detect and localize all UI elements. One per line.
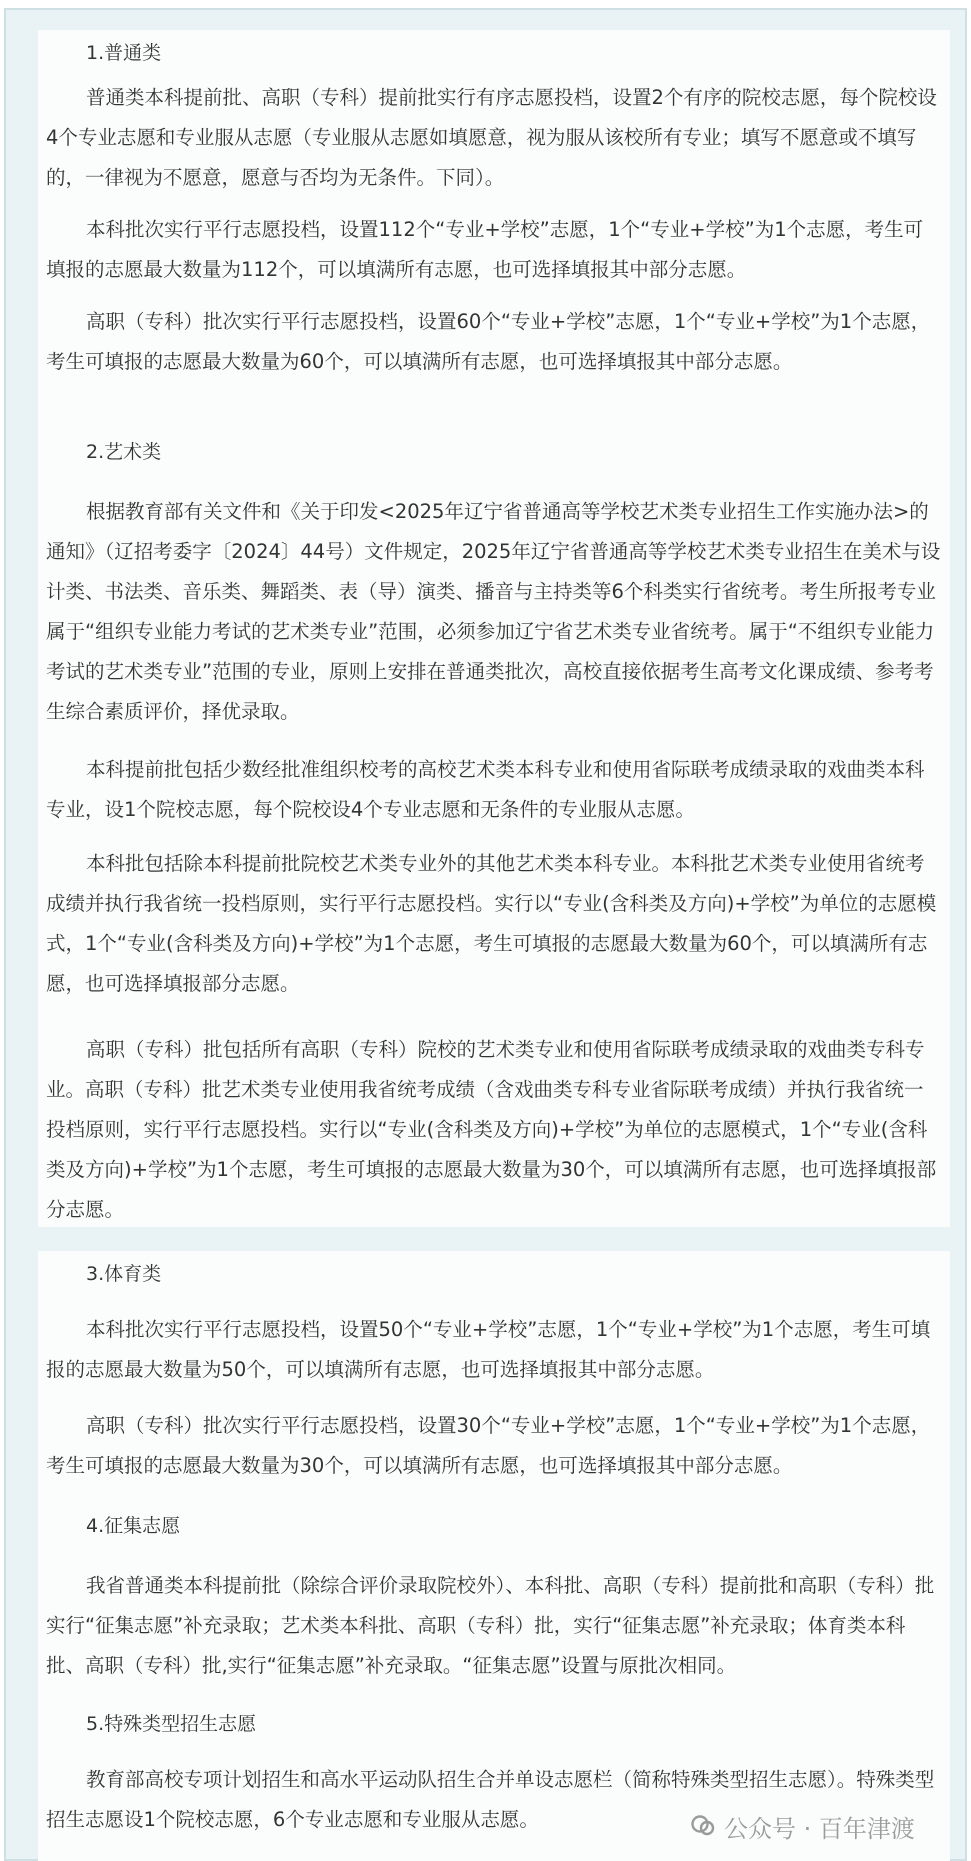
watermark — [690, 1808, 915, 1844]
paragraph-supplementary: 我省普通类本科提前批（除综合评价录取院校外）、本科批、高职（专科）提前批和高职（专科）批实行“征集志愿”补充录取；艺术类本科批、高职（专科）批，实行“征集志愿”补充录取；体育类本科批、高职（专科）批,实行“征集志愿”补充录取。“征集志愿”设置与原批次相同。 — [46, 1574, 935, 1677]
paragraph-general-undergrad: 本科批次实行平行志愿投档，设置112个“专业+学校”志愿，1个“专业+学校”为1个志愿，考生可填报的志愿最大数量为112个，可以填满所有志愿，也可选择填报其中部分志愿。 — [46, 218, 924, 281]
paragraph-sports-vocational: 高职（专科）批次实行平行志愿投档，设置30个“专业+学校”志愿，1个“专业+学校”为1个志愿，考生可填报的志愿最大数量为30个，可以填满所有志愿，也可选择填报其中部分志愿。 — [46, 1414, 931, 1477]
paragraph-arts-undergrad: 本科批包括除本科提前批院校艺术类专业外的其他艺术类本科专业。本科批艺术类专业使用省统考成绩并执行我省统一投档原则，实行平行志愿投档。实行以“专业(含科类及方向)+学校”为单位的志愿模式，1个“专业(含科类及方向)+学校”为1个志愿，考生可填报的志愿最大数量为60个，可以填满所有志愿，也可选择填报部分志愿。 — [46, 852, 937, 995]
section-heading-supplementary: 4.征集志愿 — [86, 1515, 181, 1537]
paragraph-general-vocational: 高职（专科）批次实行平行志愿投档，设置60个“专业+学校”志愿，1个“专业+学校”为1个志愿，考生可填报的志愿最大数量为60个，可以填满所有志愿，也可选择填报其中部分志愿。 — [46, 310, 931, 373]
section-heading-sports: 3.体育类 — [86, 1263, 162, 1285]
section-heading-special-type: 5.特殊类型招生志愿 — [86, 1713, 257, 1735]
wechat-search-icon — [690, 1813, 716, 1839]
section-heading-arts: 2.艺术类 — [86, 441, 162, 463]
paragraph-special-type: 教育部高校专项计划招生和高水平运动队招生合并单设志愿栏（简称特殊类型招生志愿）。特殊类型招生志愿设1个院校志愿，6个专业志愿和专业服从志愿。 — [46, 1768, 935, 1831]
paragraph-general-early-batch: 普通类本科提前批、高职（专科）提前批实行有序志愿投档，设置2个有序的院校志愿，每个院校设4个专业志愿和专业服从志愿（专业服从志愿如填愿意，视为服从该校所有专业；填写不愿意或不填写的，一律视为不愿意，愿意与否均为无条件。下同）。 — [46, 86, 937, 189]
paragraph-arts-policy: 根据教育部有关文件和《关于印发<2025年辽宁省普通高等学校艺术类专业招生工作实施办法>的通知》（辽招考委字〔2024〕44号）文件规定，2025年辽宁省普通高等学校艺术类专业招生在美术与设计类、书法类、音乐类、舞蹈类、表（导）演类、播音与主持类等6个科类实行省统考。考生所报考专业属于“组织专业能力考试的艺术类专业”范围，必须参加辽宁省艺术类专业省统考。属于“不组织专业能力考试的艺术类专业”范围的专业，原则上安排在普通类批次，高校直接依据考生高考文化课成绩、参考考生综合素质评价，择优录取。 — [46, 500, 941, 723]
paragraph-arts-vocational: 高职（专科）批包括所有高职（专科）院校的艺术类专业和使用省际联考成绩录取的戏曲类专科专业。高职（专科）批艺术类专业使用我省统考成绩（含戏曲类专科专业省际联考成绩）并执行我省统一投档原则，实行平行志愿投档。实行以“专业(含科类及方向)+学校”为单位的志愿模式，1个“专业(含科类及方向)+学校”为1个志愿，考生可填报的志愿最大数量为30个，可以填满所有志愿，也可选择填报部分志愿。 — [46, 1038, 937, 1221]
watermark-text: 公众号 · 百年津渡 — [724, 1814, 915, 1843]
paragraph-arts-early-batch: 本科提前批包括少数经批准组织校考的高校艺术类本科专业和使用省际联考成绩录取的戏曲类本科专业，设1个院校志愿，每个院校设4个专业志愿和无条件的专业服从志愿。 — [46, 758, 925, 821]
section-heading-general: 1.普通类 — [86, 42, 162, 64]
paragraph-sports-undergrad: 本科批次实行平行志愿投档，设置50个“专业+学校”志愿，1个“专业+学校”为1个志愿，考生可填报的志愿最大数量为50个，可以填满所有志愿，也可选择填报其中部分志愿。 — [46, 1318, 931, 1381]
